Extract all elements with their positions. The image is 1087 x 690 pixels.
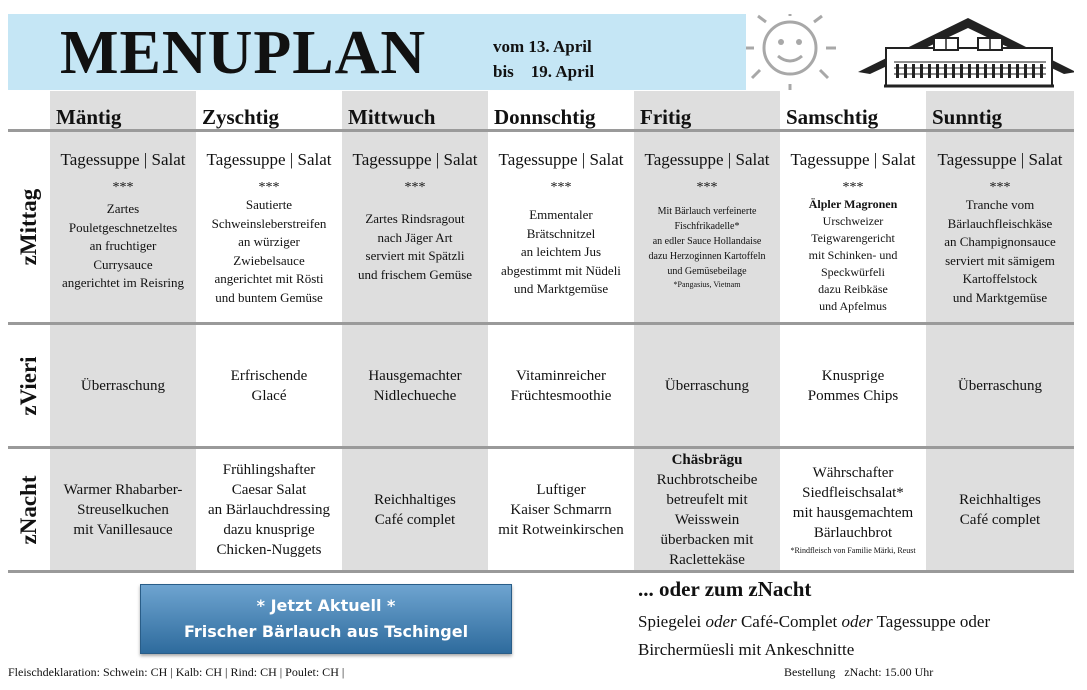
- menu-line: Bärlauchfleischkäse: [947, 215, 1053, 231]
- date-to: bis 19. April: [493, 62, 595, 81]
- menu-line: nach Jäger Art: [377, 229, 453, 245]
- lunch-description: [649, 204, 766, 290]
- menu-line: Speckwürfeli: [821, 265, 885, 279]
- menu-line: Vitaminreicher: [516, 367, 606, 384]
- menu-line: Streuselkuchen: [77, 501, 169, 518]
- menu-line: abgestimmt mit Nüdeli: [501, 262, 621, 278]
- menu-line: Warmer Rhabarber-: [63, 481, 183, 498]
- snack-cell: [780, 325, 926, 446]
- menu-line: überbacken mit: [660, 531, 754, 548]
- menu-line: Schweinsleberstreifen: [211, 215, 327, 231]
- menu-line: Zartes Rindsragout: [365, 211, 465, 226]
- menu-line: Mit Bärlauch verfeinerte: [657, 206, 757, 217]
- soup-salad: Tagessuppe | Salat: [498, 150, 624, 169]
- snack-cell: [342, 325, 488, 446]
- menu-line: betreufelt mit: [666, 491, 748, 508]
- menu-line: mit Schinken- und: [808, 248, 898, 262]
- day-header: Sunntig: [932, 105, 1003, 129]
- banner-line: * Jetzt Aktuell *: [256, 596, 396, 615]
- row-label-dinner: [8, 449, 50, 570]
- menu-line: Sautierte: [245, 197, 293, 212]
- soup-salad: Tagessuppe | Salat: [937, 150, 1063, 169]
- lunch-description: [358, 210, 472, 284]
- menu-line: Siedfleischsalat*: [802, 485, 904, 501]
- alternatives-line: Birchermüesli mit Ankeschnitte: [638, 640, 855, 659]
- sun-chalet-icon: [746, 14, 1074, 90]
- menu-line: Überraschung: [80, 377, 166, 394]
- menu-line: Frühlingshafter: [222, 461, 316, 478]
- menu-line: Caesar Salat: [231, 481, 307, 498]
- menu-line: Reichhaltiges: [374, 491, 456, 508]
- chalet-logo: [746, 14, 1074, 90]
- snack-cell: [488, 325, 634, 446]
- dinner-cell: [634, 449, 780, 570]
- dinner-cell: [50, 449, 196, 570]
- menu-line: angerichtet mit Rösti: [214, 271, 324, 286]
- day-header: Fritig: [640, 105, 692, 129]
- dinner-cell: [196, 449, 342, 570]
- lunch-description: [944, 196, 1056, 307]
- menu-line: Zartes: [106, 201, 140, 216]
- alt-or: oder: [841, 612, 873, 631]
- day-header: Donnschtig: [494, 105, 596, 129]
- origin-note: *Rindfleisch von Familie Märki, Reust: [790, 546, 916, 555]
- separator-stars: ***: [550, 180, 572, 195]
- row-label-text: zMittag: [16, 188, 41, 266]
- menu-line: Bärlauchbrot: [813, 525, 893, 541]
- dinner-cell: [488, 449, 634, 570]
- menu-line: Chicken-Nuggets: [216, 541, 322, 558]
- menu-line: Raclettekäse: [669, 551, 745, 568]
- menu-line: mit Vanillesauce: [73, 521, 173, 538]
- meat-declaration: Fleischdeklaration: Schwein: CH | Kalb: CH | Rind: CH | Poulet: CH |: [8, 665, 345, 679]
- divider: [8, 570, 1074, 573]
- lunch-cell: [488, 132, 634, 322]
- alt-or: oder: [705, 612, 737, 631]
- row-label-snack: [8, 325, 50, 446]
- menu-line: und Apfelmus: [819, 299, 887, 313]
- menu-line: Teigwarengericht: [811, 231, 895, 245]
- menu-line: Currysauce: [93, 256, 153, 272]
- separator-stars: ***: [404, 180, 426, 195]
- menu-line: angerichtet im Reisring: [61, 275, 185, 290]
- menu-line: Pouletgeschnetzeltes: [68, 219, 178, 235]
- menu-line: dazu knusprige: [223, 521, 315, 538]
- lunch-cell: [634, 132, 780, 322]
- menu-line: Knusprige: [821, 367, 885, 384]
- alt-text: Spiegelei: [638, 612, 706, 631]
- lunch-cell: [780, 132, 926, 322]
- menu-line: mit hausgemachtem: [792, 505, 914, 521]
- snack-cell: [634, 325, 780, 446]
- menu-line: Café complet: [959, 511, 1041, 528]
- menu-line: an würziger: [238, 234, 300, 249]
- date-range: [493, 34, 594, 84]
- menu-line: mit Rotweinkirschen: [498, 521, 624, 538]
- origin-note: *Pangasius, Vietnam: [673, 280, 741, 289]
- separator-stars: ***: [989, 180, 1011, 195]
- menu-line: an fruchtiger: [89, 238, 157, 253]
- dish-title: Älpler Magronen: [808, 197, 898, 211]
- alt-text: Café-Complet: [736, 612, 842, 631]
- lunch-description: [809, 196, 898, 315]
- soup-salad: Tagessuppe | Salat: [790, 150, 916, 169]
- menu-line: dazu Herzoginnen Kartoffeln: [648, 251, 766, 262]
- dinner-alternatives-title: ... oder zum zNacht: [638, 577, 812, 601]
- lunch-description: [212, 196, 327, 307]
- menu-line: an Champignonsauce: [944, 234, 1056, 249]
- menu-line: an edler Sauce Hollandaise: [652, 236, 762, 247]
- menu-line: Ruchbrotscheibe: [656, 471, 758, 488]
- day-header: Mittwuch: [348, 105, 436, 129]
- lunch-cell: [926, 132, 1074, 322]
- dinner-cell: [342, 449, 488, 570]
- snack-cell: [926, 325, 1074, 446]
- row-label-text: zVieri: [16, 355, 41, 416]
- menu-line: Glacé: [251, 387, 287, 404]
- date-from: vom 13. April: [493, 37, 592, 56]
- order-deadline: Bestellung zNacht: 15.00 Uhr: [784, 665, 934, 679]
- menu-header: [8, 14, 1074, 90]
- menu-line: serviert mit sämigem: [945, 252, 1055, 268]
- menu-line: Überraschung: [957, 377, 1043, 394]
- lunch-cell: [342, 132, 488, 322]
- menu-line: Früchtesmoothie: [510, 387, 612, 404]
- menu-line: Erfrischende: [230, 367, 308, 384]
- menu-line: an leichtem Jus: [520, 244, 602, 259]
- lunch-description: [501, 206, 621, 299]
- menu-line: Pommes Chips: [807, 387, 899, 404]
- menu-line: Kaiser Schmarrn: [510, 501, 612, 518]
- page-title: MENUPLAN: [60, 19, 427, 87]
- day-header: Samschtig: [786, 105, 879, 129]
- menu-line: Überraschung: [664, 377, 750, 394]
- day-header: Mäntig: [56, 105, 122, 129]
- dish-title: Chäsbrägu: [671, 451, 743, 468]
- soup-salad: Tagessuppe | Salat: [644, 150, 770, 169]
- row-label-text: zNacht: [16, 475, 41, 544]
- separator-stars: ***: [112, 180, 134, 195]
- menu-line: Weisswein: [674, 511, 740, 528]
- row-label-lunch: [8, 132, 50, 322]
- dinner-alternatives: [638, 608, 1068, 664]
- menu-line: serviert mit Spätzli: [365, 248, 465, 263]
- menu-line: Kartoffelstock: [962, 271, 1038, 286]
- separator-stars: ***: [842, 180, 864, 195]
- menu-line: Brätschnitzel: [526, 225, 596, 241]
- separator-stars: ***: [258, 180, 280, 195]
- snack-cell: [196, 325, 342, 446]
- menu-line: Emmentaler: [529, 207, 593, 222]
- menu-line: Nidlechueche: [373, 387, 457, 404]
- lunch-cell: [50, 132, 196, 322]
- menu-line: dazu Reibkäse: [818, 282, 888, 296]
- soup-salad: Tagessuppe | Salat: [352, 150, 478, 169]
- menu-line: Währschafter: [812, 465, 894, 481]
- menu-line: Luftiger: [536, 481, 586, 498]
- menu-line: Café complet: [374, 511, 456, 528]
- day-header: Zyschtig: [202, 105, 280, 129]
- menu-line: und Gemüsebeilage: [667, 266, 747, 277]
- separator-stars: ***: [696, 180, 718, 195]
- menu-line: Urschweizer: [822, 214, 884, 228]
- lunch-description: [62, 200, 184, 293]
- menu-line: an Bärlauchdressing: [207, 501, 331, 518]
- menu-line: Reichhaltiges: [959, 491, 1041, 508]
- dinner-cell: [926, 449, 1074, 570]
- alt-text: Tagessuppe oder: [872, 612, 991, 631]
- menu-line: und buntem Gemüse: [215, 289, 323, 305]
- soup-salad: Tagessuppe | Salat: [206, 150, 332, 169]
- menu-line: Hausgemachter: [368, 367, 462, 384]
- menu-line: und frischem Gemüse: [357, 266, 473, 282]
- menu-line: Tranche vom: [965, 197, 1035, 212]
- dinner-cell: [780, 449, 926, 570]
- soup-salad: Tagessuppe | Salat: [60, 150, 186, 169]
- lunch-cell: [196, 132, 342, 322]
- menu-line: Zwiebelsauce: [233, 252, 305, 268]
- menu-line: Fischfrikadelle*: [674, 221, 740, 232]
- current-offer-banner: [140, 584, 512, 654]
- banner-line: Frischer Bärlauch aus Tschingel: [183, 622, 469, 641]
- alternatives-line: [638, 608, 1068, 636]
- menu-line: und Marktgemüse: [952, 289, 1048, 305]
- menu-line: und Marktgemüse: [513, 281, 609, 296]
- snack-cell: [50, 325, 196, 446]
